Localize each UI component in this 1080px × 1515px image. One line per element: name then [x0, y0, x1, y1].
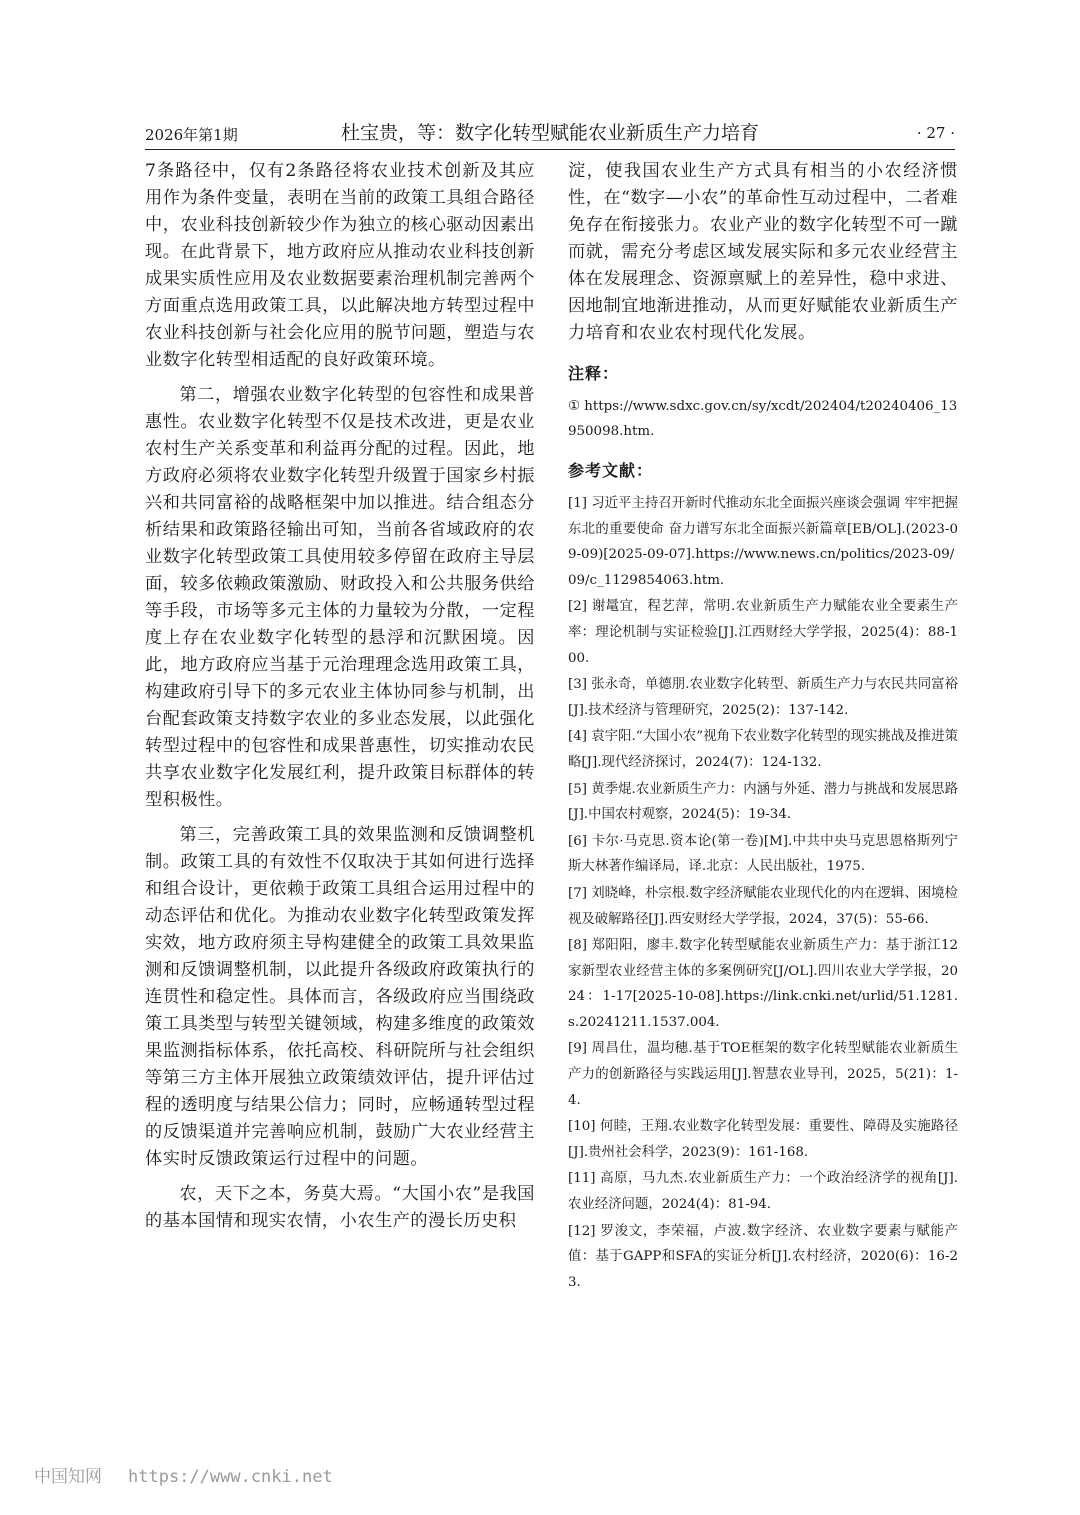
reference-item: [8] 郑阳阳，廖丰.数字化转型赋能农业新质生产力：基于浙江12家新型农业经营主体的多案例研究[J/OL].四川农业大学学报，2024：1-17[2025-10-08].https://link.cnki.net/urlid/51.1281.s.20241211.1537.004. [568, 938, 958, 1030]
running-header [145, 118, 955, 148]
reference-item: [10] 何睦，王翔.农业数字化转型发展：重要性、障碍及实施路径[J].贵州社会科学，2023(9)：161-168. [568, 1119, 958, 1160]
reference-item: [11] 高原，马九杰.农业新质生产力：一个政治经济学的视角[J].农业经济问题，2024(4)：81-94. [568, 1171, 958, 1213]
body-paragraph: 淀，使我国农业生产方式具有相当的小农经济惯性，在“数字—小农”的革命性互动过程中，二者难免存在衔接张力。农业产业的数字化转型不可一蹴而就，需充分考虑区域发展实际和多元农业经营主体在发展理念、资源禀赋上的差异性，稳中求进、因地制宜地渐进推动，从而更好赋能农业新质生产力培育和农业农村现代化发展。 [568, 161, 959, 343]
left-column [145, 158, 535, 1235]
notes-heading: 注释： [568, 364, 620, 383]
body-paragraph: 第二，增强农业数字化转型的包容性和成果普惠性。农业数字化转型不仅是技术改进，更是农业农村生产关系变革和利益再分配的过程。因此，地方政府必须将农业数字化转型升级置于国家乡村振兴和共同富裕的战略框架中加以推进。结合组态分析结果和政策路径输出可知，当前各省域政府的农业数字化转型政策工具使用较多停留在政府主导层面，较多依赖政策激励、财政投入和公共服务供给等手段，市场等多元主体的力量较为分散，一定程度上存在农业数字化转型的悬浮和沉默困境。因此，地方政府应当基于元治理理念选用政策工具，构建政府引导下的多元农业主体协同参与机制，出台配套政策支持数字农业的多业态发展，以此强化转型过程中的包容性和成果普惠性，切实推动农民共享农业数字化发展红利，提升政策目标群体的转型积极性。 [145, 385, 535, 810]
watermark-brand: 中国知网 [34, 1467, 102, 1487]
page-number: · 27 · [916, 124, 955, 142]
body-paragraph: 第三，完善政策工具的效果监测和反馈调整机制。政策工具的有效性不仅取决于其如何进行选择和组合设计，更依赖于政策工具组合运用过程中的动态评估和优化。为推动农业数字化转型政策发挥实效，地方政府须主导构建健全的政策工具效果监测和反馈调整机制，以此提升各级政府政策执行的连贯性和稳定性。具体而言，各级政府应当围绕政策工具类型与转型关键领域，构建多维度的政策效果监测指标体系，依托高校、科研院所与社会组织等第三方主体开展独立政策绩效评估，提升评估过程的透明度与结果公信力；同时，应畅通转型过程的反馈渠道并完善响应机制，鼓励广大农业经营主体实时反馈政策运行过程中的问题。 [145, 825, 535, 1169]
reference-item: [1] 习近平主持召开新时代推动东北全面振兴座谈会强调 牢牢把握东北的重要使命 奋力谱写东北全面振兴新篇章[EB/OL].(2023-09-09)[2025-09-07].https://www.news.cn/politics/2023-09/09/c_1129854063.htm. [568, 496, 958, 588]
cnki-watermark [34, 1462, 359, 1487]
reference-item: [6] 卡尔·马克思.资本论(第一卷)[M].中共中央马克思恩格斯列宁斯大林著作编译局，译.北京：人民出版社，1975. [568, 833, 958, 875]
reference-item: [5] 黄季焜.农业新质生产力：内涵与外延、潜力与挑战和发展思路[J].中国农村观察，2024(5)：19-34. [568, 781, 958, 823]
reference-item: [7] 刘晓峰，朴宗根.数字经济赋能农业现代化的内在逻辑、困境检视及破解路径[J].西安财经大学学报，2024，37(5)：55-66. [568, 885, 958, 927]
body-paragraph: 农，天下之本，务莫大焉。“大国小农”是我国的基本国情和现实农情，小农生产的漫长历史积 [145, 1184, 535, 1231]
right-column [568, 158, 958, 1296]
body-paragraph: 7条路径中，仅有2条路径将农业技术创新及其应用作为条件变量，表明在当前的政策工具组合路径中，农业科技创新较少作为独立的核心驱动因素出现。在此背景下，地方政府应从推动农业科技创新成果实质性应用及农业数据要素治理机制完善两个方面重点选用政策工具，以此解决地方转型过程中农业科技创新与社会化应用的脱节问题，塑造与农业数字化转型相适配的良好政策环境。 [145, 161, 535, 370]
running-title: 杜宝贵，等：数字化转型赋能农业新质生产力培育 [340, 122, 759, 144]
reference-item: [9] 周昌仕，温均穗.基于TOE框架的数字化转型赋能农业新质生产力的创新路径与实践运用[J].智慧农业导刊，2025，5(21)：1-4. [568, 1041, 958, 1108]
reference-item: [4] 袁宇阳.“大国小农”视角下农业数字化转型的现实挑战及推进策略[J].现代经济探讨，2024(7)：124-132. [568, 729, 958, 770]
header-rule [145, 149, 955, 150]
reference-item: [12] 罗浚文，李荣福，卢波.数字经济、农业数字要素与赋能产值：基于GAPP和SFA的实证分析[J].农村经济，2020(6)：16-23. [568, 1223, 958, 1290]
footnote: ① https://www.sdxc.gov.cn/sy/xcdt/202404/t20240406_13950098.htm. [568, 399, 958, 439]
references-heading: 参考文献： [568, 461, 654, 480]
watermark-url: https://www.cnki.net [128, 1467, 333, 1487]
reference-list [568, 491, 958, 1295]
reference-item: [3] 张永奇，单德朋.农业数字化转型、新质生产力与农民共同富裕[J].技术经济与管理研究，2025(2)：137-142. [568, 677, 958, 718]
reference-item: [2] 谢鼌宜，程艺萍，常明.农业新质生产力赋能农业全要素生产率：理论机制与实证检验[J].江西财经大学学报，2025(4)：88-100. [568, 599, 958, 666]
journal-issue: 2026年第1期 [145, 126, 238, 144]
